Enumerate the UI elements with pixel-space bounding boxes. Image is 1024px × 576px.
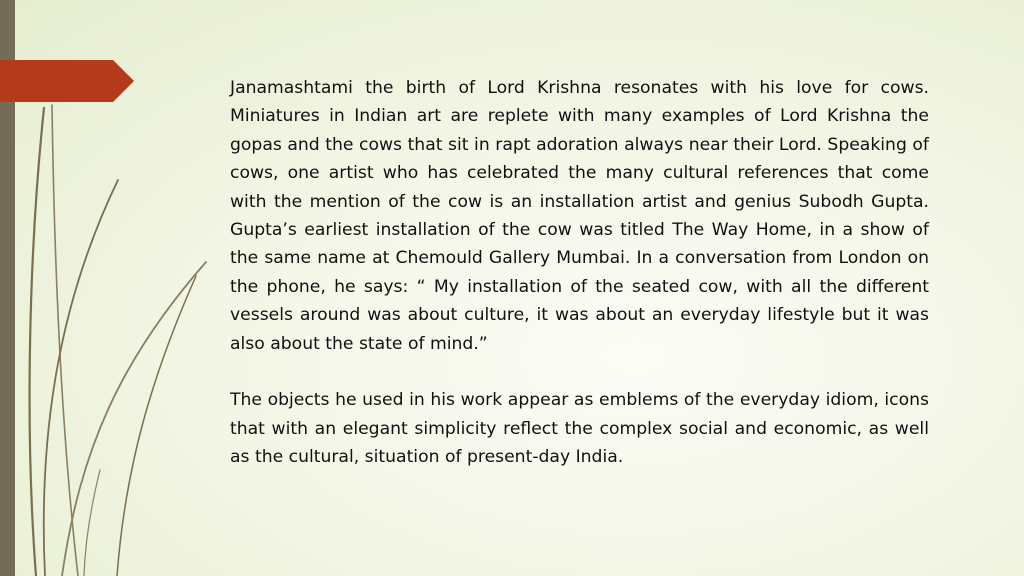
paragraph-1: Janamashtami the birth of Lord Krishna resonates with his love for cows. Miniatures in Indian art are replete with many examples of Lord Krishna the gopas and the cows that sit in rapt adoration always near their Lord. Speaking of cows, one artist who has celebrated the many cultural references that come with the mention of the cow is an installation artist and genius Subodh Gupta. Gupta’s earliest installation of the cow was titled The Way Home, in a show of the same name at Chemould Gallery Mumbai. In a conversation from London on the phone, he says: “ My installation of the seated cow, with all the different vessels around was about culture, it was about an everyday lifestyle but it was also about the state of mind.” [230,78,929,354]
slide-body-text [230,74,929,472]
paragraph-2: The objects he used in his work appear as emblems of the everyday idiom, icons that with an elegant simplicity reflect the complex social and economic, as well as the cultural, situation of present-day India. [230,390,929,468]
red-accent-tab [0,60,134,102]
